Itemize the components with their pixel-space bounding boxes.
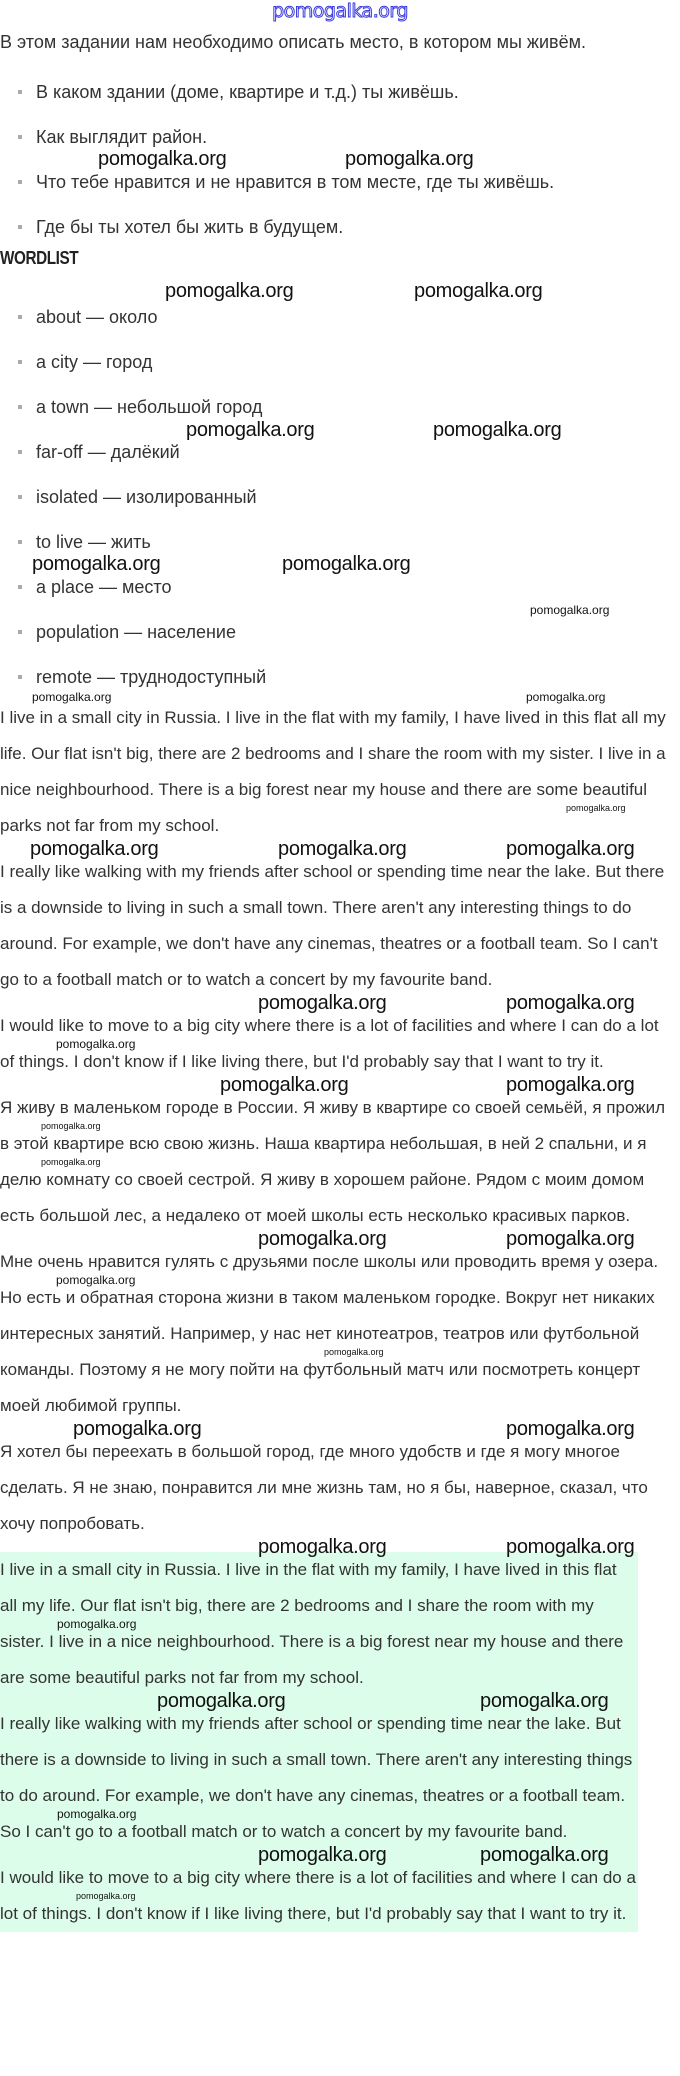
paragraph	[0, 1860, 636, 1932]
word-text: far-off — далёкий	[36, 442, 180, 462]
list-item-text: Где бы ты хотел бы жить в будущем.	[36, 217, 344, 237]
paragraph-text: I would like to move to a big city where there is a lot of facilities and where I can do a lot of things. I don't know if I like living there, but I'd probably say that I want to try it.	[0, 1868, 636, 1923]
paragraph: Я хотел бы переехать в большой город, где много удобств и где я могу многое сделать. Я не знаю, понравится ли мне жизнь там, но я бы, наверное, сказал, что хочу попробовать.	[0, 1442, 648, 1533]
watermark: pomogalka.org	[526, 690, 606, 704]
watermark-row	[0, 1418, 680, 1440]
word-text: about — около	[36, 307, 158, 327]
word-text: isolated — изолированный	[36, 487, 257, 507]
watermark: pomogalka.org	[278, 838, 407, 860]
paragraph	[0, 1244, 676, 1424]
bullet-icon	[18, 450, 22, 454]
watermark: pomogalka.org	[76, 1891, 136, 1901]
bullet-icon	[18, 315, 22, 319]
word-item	[0, 572, 266, 617]
word-item	[0, 302, 266, 347]
watermark: pomogalka.org	[506, 1536, 635, 1558]
watermark: pomogalka.org	[220, 1074, 349, 1096]
watermark-row	[0, 1690, 638, 1712]
watermark: pomogalka.org	[433, 419, 562, 441]
watermark: pomogalka.org	[32, 553, 161, 575]
watermark: pomogalka.org	[480, 1844, 609, 1866]
watermark: pomogalka.org	[506, 838, 635, 860]
bullet-icon	[18, 675, 22, 679]
watermark: pomogalka.org	[30, 838, 159, 860]
wordlist	[0, 302, 266, 707]
wordlist-heading: WORDLIST	[0, 248, 79, 268]
watermark: pomogalka.org	[56, 1037, 136, 1051]
word-item	[0, 347, 266, 392]
word-text: a city — город	[36, 352, 153, 372]
list-item	[0, 77, 554, 122]
paragraph: I really like walking with my friends after school or spending time near the lake. But there is a downside to living in such a small town. There aren't any interesting things to do around. For example, we don't have any cinemas, theatres or a football team. So I can't go to a football match or to watch a concert by my favourite band.	[0, 862, 665, 989]
word-text: population — население	[36, 622, 236, 642]
word-text: a place — место	[36, 577, 172, 597]
bullet-icon	[18, 405, 22, 409]
paragraph-text: I live in a small city in Russia. I live in the flat with my family, I have lived in this flat all my life. Our flat isn't big, there are 2 bedrooms and I share the room with my sister. I live in a nice neighbourhood. There is a big forest near my house and there are some beautiful parks not far from my school.	[0, 708, 666, 835]
watermark: pomogalka.org	[258, 1844, 387, 1866]
word-text: a town — небольшой город	[36, 397, 263, 417]
watermark-row	[0, 838, 680, 860]
paragraph	[0, 1090, 676, 1234]
russian-translation	[0, 1090, 680, 1542]
watermark: pomogalka.org	[258, 1228, 387, 1250]
watermark: pomogalka.org	[258, 1536, 387, 1558]
paragraph-text: I really like walking with my friends after school or spending time near the lake. But there is a downside to living in such a small town. There aren't any interesting things to do around. For example, we don't have any cinemas, theatres or a football team. So I can't go to a football match or to watch a concert by my favourite band.	[0, 1714, 633, 1841]
watermark: pomogalka.org	[506, 1074, 635, 1096]
watermark-row	[0, 1844, 638, 1866]
list-item-text: Что тебе нравится и не нравится в том месте, где ты живёшь.	[36, 172, 555, 192]
english-essay	[0, 700, 680, 1080]
word-text: to live — жить	[36, 532, 151, 552]
bullet-icon	[18, 180, 22, 184]
highlighted-answer	[0, 1552, 638, 1932]
word-item	[0, 437, 266, 482]
watermark: pomogalka.org	[566, 803, 626, 813]
paragraph	[0, 700, 676, 844]
bullet-icon	[18, 585, 22, 589]
watermark: pomogalka.org	[282, 553, 411, 575]
bullet-icon	[18, 495, 22, 499]
bullet-icon	[18, 135, 22, 139]
essays	[0, 700, 680, 1932]
site-watermark-logo: pomogalka.org	[272, 0, 408, 22]
watermark-row	[0, 1228, 680, 1250]
watermark: pomogalka.org	[41, 1157, 101, 1167]
list-item-text: В каком здании (доме, квартире и т.д.) ты живёшь.	[36, 82, 459, 102]
word-text: remote — труднодоступный	[36, 667, 267, 687]
watermark: pomogalka.org	[480, 1690, 609, 1712]
watermark-row	[0, 992, 680, 1014]
watermark: pomogalka.org	[258, 992, 387, 1014]
watermark: pomogalka.org	[98, 148, 227, 170]
watermark: pomogalka.org	[157, 1690, 286, 1712]
watermark: pomogalka.org	[57, 1617, 137, 1631]
watermark: pomogalka.org	[57, 1807, 137, 1821]
watermark: pomogalka.org	[324, 1347, 384, 1357]
watermark: pomogalka.org	[32, 690, 112, 704]
word-item	[0, 617, 266, 662]
watermark: pomogalka.org	[56, 1273, 136, 1287]
watermark: pomogalka.org	[506, 992, 635, 1014]
paragraph	[0, 1552, 636, 1696]
bullet-icon	[18, 630, 22, 634]
paragraph-text: Я живу в маленьком городе в России. Я живу в квартире со своей семьёй, я прожил в этой квартире всю свою жизнь. Наша квартира небольшая, в ней 2 спальни, и я делю комнату со своей сестрой. Я живу в хорошем районе. Рядом с моим домом есть большой лес, а недалеко от моей школы есть несколько красивых парков.	[0, 1098, 666, 1225]
watermark-row	[0, 1536, 680, 1558]
paragraph-text: I live in a small city in Russia. I live in the flat with my family, I have lived in this flat all my life. Our flat isn't big, there are 2 bedrooms and I share the room with my sister. I live in a nice neighbourhood. There is a big forest near my house and there are some beautiful parks not far from my school.	[0, 1560, 624, 1687]
list-item	[0, 167, 554, 212]
watermark: pomogalka.org	[41, 1121, 101, 1131]
watermark: pomogalka.org	[73, 1418, 202, 1440]
watermark: pomogalka.org	[530, 603, 610, 617]
task-intro: В этом задании нам необходимо описать место, в котором мы живём.	[0, 32, 586, 52]
watermark: pomogalka.org	[345, 148, 474, 170]
list-item	[0, 212, 554, 257]
paragraph-text: Мне очень нравится гулять с друзьями после школы или проводить время у озера. Но есть и обратная сторона жизни в таком маленьком городке. Вокруг нет никаких интересных занятий. Например, у нас нет кинотеатров, театров или футбольной команды. Поэтому я не могу пойти на футбольный матч или посмотреть концерт моей любимой группы.	[0, 1252, 659, 1415]
paragraph	[0, 1706, 636, 1850]
paragraph	[0, 1008, 676, 1080]
bullet-icon	[18, 90, 22, 94]
watermark: pomogalka.org	[414, 280, 543, 302]
word-item	[0, 482, 266, 527]
watermark: pomogalka.org	[186, 419, 315, 441]
watermark: pomogalka.org	[506, 1418, 635, 1440]
watermark: pomogalka.org	[165, 280, 294, 302]
watermark: pomogalka.org	[506, 1228, 635, 1250]
watermark-row	[0, 1074, 680, 1096]
list-item-text: Как выглядит район.	[36, 127, 208, 147]
bullet-icon	[18, 360, 22, 364]
bullet-icon	[18, 225, 22, 229]
bullet-icon	[18, 540, 22, 544]
paragraph-text: I would like to move to a big city where there is a lot of facilities and where I can do a lot of things. I don't know if I like living there, but I'd probably say that I want to try it.	[0, 1016, 659, 1071]
